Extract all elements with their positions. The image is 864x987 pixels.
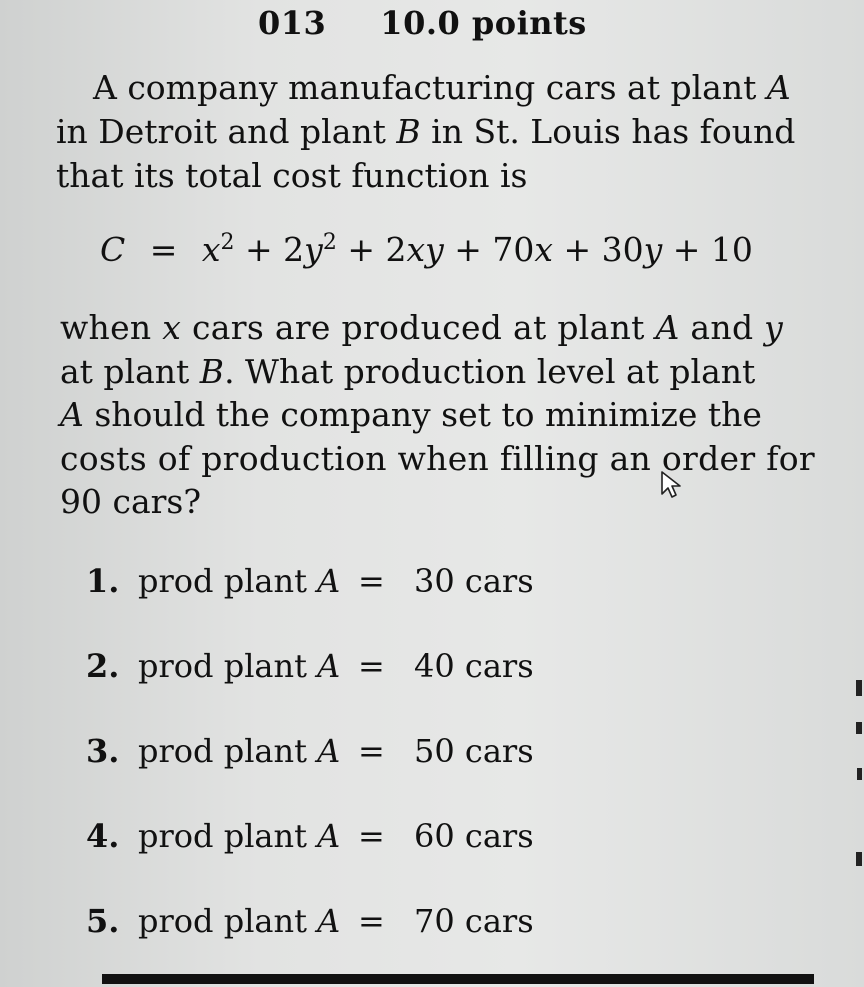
question-text xyxy=(60,306,815,524)
plant-a-var: A xyxy=(317,902,341,940)
question-line-2 xyxy=(60,350,815,394)
choice-number: 4. xyxy=(86,817,120,855)
choice-number: 5. xyxy=(86,902,120,940)
choice-number: 3. xyxy=(86,732,120,770)
plant-a-var: A xyxy=(317,817,341,855)
question-points: 10.0 points xyxy=(380,4,587,42)
equation-term: y xyxy=(643,230,663,269)
question-fragment: should the company set to minimize the xyxy=(83,395,762,434)
choice-value: 50 cars xyxy=(414,732,534,770)
choice-label-text: prod plant xyxy=(138,647,307,685)
edge-fragment xyxy=(857,768,862,780)
intro-text: in Detroit and plant xyxy=(56,112,397,151)
intro-line-2 xyxy=(56,110,795,154)
x-var: x xyxy=(162,308,182,347)
intro-line-3: that its total cost function is xyxy=(56,156,528,195)
plant-a-var: A xyxy=(317,647,341,685)
plant-a-var: A xyxy=(766,68,791,107)
choice-label xyxy=(138,902,340,940)
intro-text: A company manufacturing cars at plant xyxy=(93,68,767,107)
choice-value: 60 cars xyxy=(414,817,534,855)
plant-a-var: A xyxy=(60,395,84,434)
question-fragment: at plant xyxy=(60,351,200,391)
question-number: 013 xyxy=(258,4,327,42)
equals-sign: = xyxy=(358,902,385,940)
plant-b-var: B xyxy=(396,112,421,151)
equals-sign: = xyxy=(149,230,178,269)
choice-value: 40 cars xyxy=(414,647,534,685)
problem-intro xyxy=(56,66,795,198)
plant-a-var: A xyxy=(655,308,680,347)
question-line-5: 90 cars? xyxy=(60,482,202,521)
cost-function-equation xyxy=(100,230,753,269)
choice-value: 30 cars xyxy=(414,562,534,600)
plant-a-var: A xyxy=(317,732,341,770)
question-fragment: cars are produced at plant xyxy=(181,308,656,347)
question-line-3 xyxy=(60,393,815,437)
mouse-pointer-icon xyxy=(660,470,686,500)
equation-exponent: 2 xyxy=(322,230,337,255)
choice-label xyxy=(138,732,340,770)
question-line-1 xyxy=(60,306,815,350)
question-fragment: . What production level at plant xyxy=(224,351,756,391)
equals-sign: = xyxy=(358,732,385,770)
equals-sign: = xyxy=(358,562,385,600)
question-fragment: when xyxy=(60,308,163,347)
y-var: y xyxy=(764,308,784,347)
question-line-4: costs of production when filling an order for xyxy=(60,438,816,478)
plant-a-var: A xyxy=(317,562,341,600)
plant-b-var: B xyxy=(199,351,225,391)
question-header xyxy=(258,4,587,42)
equation-term: + 2 xyxy=(336,230,407,269)
question-fragment: and xyxy=(679,308,765,347)
equation-term: + 10 xyxy=(662,230,753,269)
equation-term: y xyxy=(304,230,323,269)
equation-term: + 2 xyxy=(234,230,305,269)
edge-fragment xyxy=(856,852,862,866)
equation-term: + 30 xyxy=(552,230,644,269)
edge-fragment xyxy=(856,680,862,696)
choice-number: 1. xyxy=(86,562,120,600)
equation-term: xy xyxy=(406,230,444,269)
bottom-rule-divider xyxy=(102,974,814,984)
equals-sign: = xyxy=(358,817,385,855)
choice-value: 70 cars xyxy=(414,902,534,940)
intro-line-1 xyxy=(56,66,795,110)
intro-text: in St. Louis has found xyxy=(420,112,796,151)
choice-label-text: prod plant xyxy=(138,817,307,855)
choice-label xyxy=(138,817,340,855)
equation-exponent: 2 xyxy=(220,230,235,255)
choice-label-text: prod plant xyxy=(138,732,307,770)
equation-term: x xyxy=(201,230,221,269)
choice-label xyxy=(138,562,340,600)
choice-label xyxy=(138,647,340,685)
equation-term: x xyxy=(534,230,553,269)
choice-label-text: prod plant xyxy=(138,562,307,600)
edge-fragment xyxy=(856,722,862,734)
choice-number: 2. xyxy=(86,647,120,685)
equation-lhs: C xyxy=(100,230,126,269)
choice-label-text: prod plant xyxy=(138,902,307,940)
equals-sign: = xyxy=(358,647,385,685)
equation-term: + 70 xyxy=(443,230,535,269)
